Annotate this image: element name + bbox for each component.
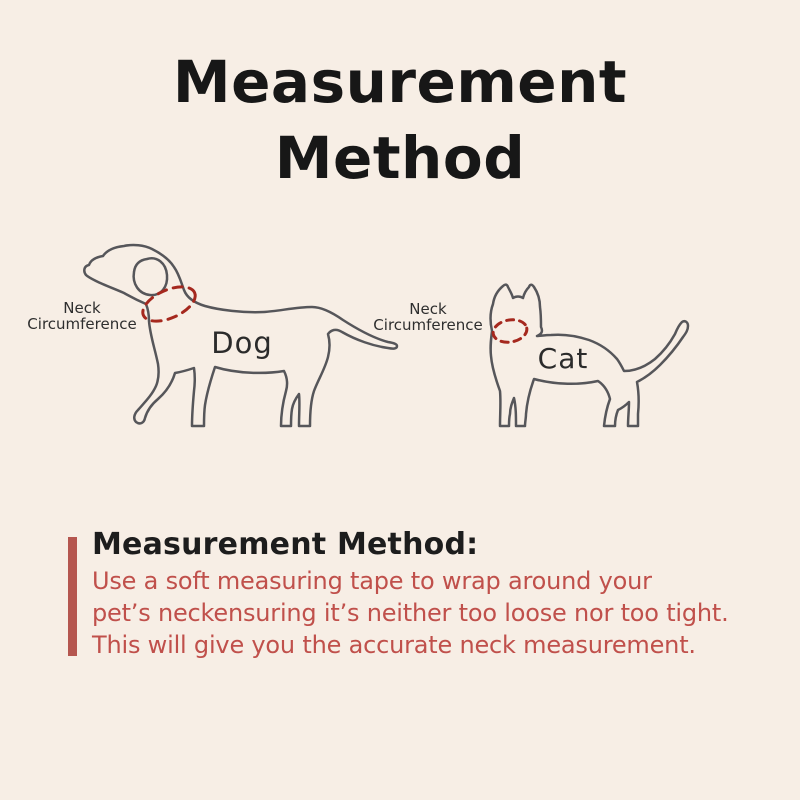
cat-neck-label-line1: Neck — [409, 300, 447, 318]
info-body-line3: This will give you the accurate neck measurement. — [92, 631, 696, 659]
dog-neck-label-line1: Neck — [63, 299, 101, 317]
page-title-line2: Method — [274, 124, 526, 192]
info-body-line1: Use a soft measuring tape to wrap around your — [92, 567, 652, 595]
cat-neck-measure-ellipse — [491, 317, 528, 345]
dog-ear-drawing — [134, 258, 167, 295]
dog-neck-label-line2: Circumference — [27, 315, 137, 333]
page-title-line1: Measurement — [172, 48, 628, 116]
accent-bar — [68, 537, 77, 656]
dog-name-label: Dog — [211, 326, 273, 360]
cat-neck-circumference-label — [362, 301, 494, 333]
info-section-body — [92, 565, 729, 661]
cat-name-label: Cat — [537, 342, 589, 375]
info-body-line2: pet’s neckensuring it’s neither too loose nor too tight. — [92, 599, 729, 627]
info-section-heading: Measurement Method: — [92, 527, 479, 562]
cat-neck-label-line2: Circumference — [373, 316, 483, 334]
dog-neck-circumference-label — [16, 300, 148, 332]
